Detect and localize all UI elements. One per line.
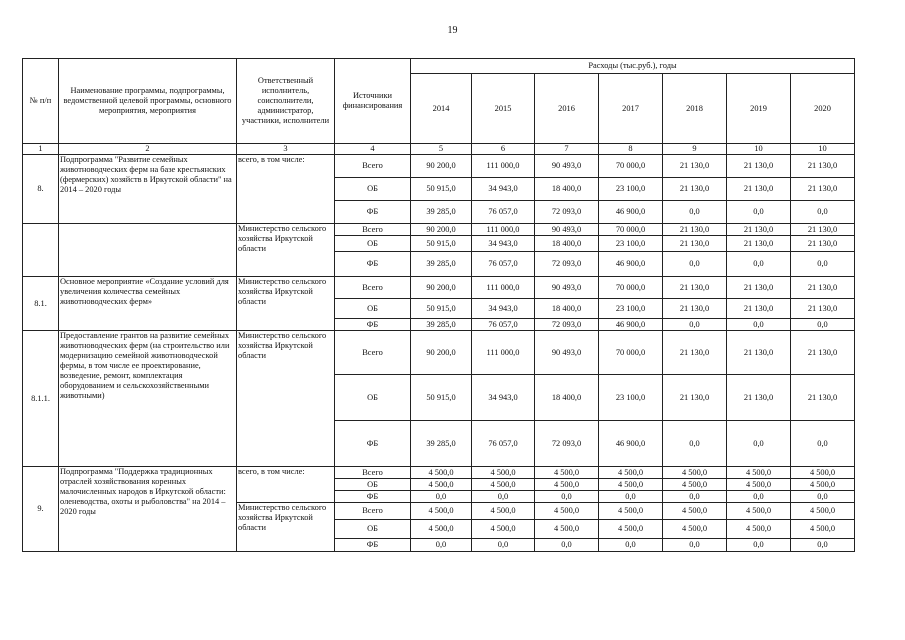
value-cell: 21 130,0 <box>663 236 727 252</box>
value-cell: 4 500,0 <box>599 479 663 491</box>
value-cell: 18 400,0 <box>535 178 599 201</box>
source-cell: ОБ <box>335 520 411 539</box>
value-cell: 21 130,0 <box>727 331 791 375</box>
source-cell: ФБ <box>335 539 411 552</box>
row-executor: Министерство сельского хозяйства Иркутской области <box>237 277 335 331</box>
value-cell: 0,0 <box>472 491 535 503</box>
value-cell: 4 500,0 <box>791 520 855 539</box>
value-cell: 21 130,0 <box>727 236 791 252</box>
value-cell: 23 100,0 <box>599 178 663 201</box>
value-cell: 18 400,0 <box>535 236 599 252</box>
header-year: 2020 <box>791 74 855 144</box>
value-cell: 0,0 <box>663 252 727 277</box>
row-name: Подпрограмма "Развитие семейных животноводческих ферм на базе крестьянских (фермерских) хозяйств в Иркутской области" на 2014 – 2020 годы <box>59 155 237 224</box>
value-cell: 23 100,0 <box>599 375 663 421</box>
value-cell: 0,0 <box>791 491 855 503</box>
source-cell: ФБ <box>335 319 411 331</box>
value-cell: 23 100,0 <box>599 299 663 319</box>
source-cell: Всего <box>335 277 411 299</box>
value-cell: 4 500,0 <box>411 479 472 491</box>
value-cell: 21 130,0 <box>663 375 727 421</box>
header-expenses: Расходы (тыс.руб.), годы <box>411 59 855 74</box>
value-cell: 21 130,0 <box>791 155 855 178</box>
value-cell: 21 130,0 <box>727 178 791 201</box>
value-cell: 4 500,0 <box>663 503 727 520</box>
source-cell: ОБ <box>335 479 411 491</box>
value-cell: 111 000,0 <box>472 277 535 299</box>
value-cell: 76 057,0 <box>472 252 535 277</box>
value-cell: 21 130,0 <box>663 178 727 201</box>
value-cell: 0,0 <box>599 491 663 503</box>
header-year: 2019 <box>727 74 791 144</box>
value-cell: 4 500,0 <box>791 479 855 491</box>
source-cell: ОБ <box>335 236 411 252</box>
value-cell: 4 500,0 <box>663 479 727 491</box>
column-index: 7 <box>535 144 599 155</box>
value-cell: 90 493,0 <box>535 224 599 236</box>
header-year: 2015 <box>472 74 535 144</box>
row-executor: Министерство сельского хозяйства Иркутской области <box>237 331 335 467</box>
value-cell: 0,0 <box>791 201 855 224</box>
column-index: 10 <box>791 144 855 155</box>
value-cell: 4 500,0 <box>472 503 535 520</box>
source-cell: Всего <box>335 331 411 375</box>
value-cell: 70 000,0 <box>599 277 663 299</box>
value-cell: 21 130,0 <box>791 331 855 375</box>
value-cell: 0,0 <box>791 319 855 331</box>
value-cell: 21 130,0 <box>791 375 855 421</box>
value-cell: 0,0 <box>411 491 472 503</box>
value-cell: 50 915,0 <box>411 236 472 252</box>
value-cell: 4 500,0 <box>663 467 727 479</box>
value-cell: 4 500,0 <box>472 520 535 539</box>
value-cell: 111 000,0 <box>472 224 535 236</box>
value-cell: 0,0 <box>727 201 791 224</box>
value-cell: 21 130,0 <box>663 277 727 299</box>
value-cell: 21 130,0 <box>663 155 727 178</box>
value-cell: 21 130,0 <box>663 331 727 375</box>
header-source: Источники финансирования <box>335 59 411 144</box>
value-cell: 0,0 <box>663 539 727 552</box>
value-cell: 4 500,0 <box>791 467 855 479</box>
value-cell: 72 093,0 <box>535 319 599 331</box>
source-cell: Всего <box>335 155 411 178</box>
value-cell: 34 943,0 <box>472 299 535 319</box>
value-cell: 50 915,0 <box>411 375 472 421</box>
value-cell: 70 000,0 <box>599 224 663 236</box>
column-index: 10 <box>727 144 791 155</box>
source-cell: ФБ <box>335 252 411 277</box>
row-number: 8.1.1. <box>23 331 59 467</box>
value-cell: 23 100,0 <box>599 236 663 252</box>
source-cell: ФБ <box>335 201 411 224</box>
value-cell: 34 943,0 <box>472 375 535 421</box>
value-cell: 0,0 <box>663 319 727 331</box>
row-executor: Министерство сельского хозяйства Иркутской области <box>237 224 335 277</box>
table-row <box>23 331 855 375</box>
value-cell: 39 285,0 <box>411 201 472 224</box>
row-number: 8. <box>23 155 59 224</box>
value-cell: 90 200,0 <box>411 331 472 375</box>
value-cell: 0,0 <box>663 421 727 467</box>
column-index: 5 <box>411 144 472 155</box>
value-cell: 90 200,0 <box>411 277 472 299</box>
column-index: 3 <box>237 144 335 155</box>
column-index: 4 <box>335 144 411 155</box>
value-cell: 90 493,0 <box>535 277 599 299</box>
value-cell: 21 130,0 <box>663 224 727 236</box>
value-cell: 21 130,0 <box>727 155 791 178</box>
value-cell: 21 130,0 <box>791 277 855 299</box>
value-cell: 46 900,0 <box>599 252 663 277</box>
row-number <box>23 224 59 277</box>
header-executor: Ответственный исполнитель, соисполнители, администратор, участники, исполнители <box>237 59 335 144</box>
value-cell: 0,0 <box>472 539 535 552</box>
value-cell: 0,0 <box>791 539 855 552</box>
value-cell: 4 500,0 <box>411 520 472 539</box>
value-cell: 90 200,0 <box>411 224 472 236</box>
value-cell: 0,0 <box>727 319 791 331</box>
value-cell: 0,0 <box>791 421 855 467</box>
value-cell: 0,0 <box>535 491 599 503</box>
value-cell: 76 057,0 <box>472 421 535 467</box>
column-index: 8 <box>599 144 663 155</box>
value-cell: 21 130,0 <box>791 299 855 319</box>
header-year: 2014 <box>411 74 472 144</box>
value-cell: 72 093,0 <box>535 252 599 277</box>
table-row <box>23 224 855 236</box>
value-cell: 4 500,0 <box>535 467 599 479</box>
header-year: 2018 <box>663 74 727 144</box>
row-number: 9. <box>23 467 59 552</box>
value-cell: 90 493,0 <box>535 155 599 178</box>
value-cell: 34 943,0 <box>472 236 535 252</box>
value-cell: 21 130,0 <box>791 224 855 236</box>
source-cell: Всего <box>335 467 411 479</box>
value-cell: 4 500,0 <box>791 503 855 520</box>
column-index: 9 <box>663 144 727 155</box>
budget-table <box>22 58 855 552</box>
value-cell: 0,0 <box>727 491 791 503</box>
value-cell: 0,0 <box>535 539 599 552</box>
value-cell: 21 130,0 <box>727 299 791 319</box>
value-cell: 4 500,0 <box>472 479 535 491</box>
value-cell: 4 500,0 <box>727 520 791 539</box>
source-cell: ФБ <box>335 421 411 467</box>
row-name: Предоставление грантов на развитие семейных животноводческих ферм (на строительство или модернизацию семейной животноводческой фермы, в том числе ее проектирование, возведение, ремонт, комплектация оборудованием и сельскохозяйственными животными) <box>59 331 237 467</box>
source-cell: Всего <box>335 224 411 236</box>
value-cell: 72 093,0 <box>535 201 599 224</box>
source-cell: ОБ <box>335 375 411 421</box>
column-index: 1 <box>23 144 59 155</box>
value-cell: 4 500,0 <box>411 503 472 520</box>
value-cell: 21 130,0 <box>727 224 791 236</box>
row-name <box>59 224 237 277</box>
source-cell: ОБ <box>335 299 411 319</box>
value-cell: 21 130,0 <box>791 178 855 201</box>
value-cell: 0,0 <box>663 491 727 503</box>
value-cell: 4 500,0 <box>727 467 791 479</box>
header-year: 2016 <box>535 74 599 144</box>
value-cell: 21 130,0 <box>727 277 791 299</box>
value-cell: 46 900,0 <box>599 421 663 467</box>
value-cell: 4 500,0 <box>599 520 663 539</box>
source-cell: Всего <box>335 503 411 520</box>
value-cell: 39 285,0 <box>411 252 472 277</box>
value-cell: 111 000,0 <box>472 155 535 178</box>
value-cell: 76 057,0 <box>472 319 535 331</box>
value-cell: 0,0 <box>599 539 663 552</box>
value-cell: 4 500,0 <box>727 503 791 520</box>
header-name: Наименование программы, подпрограммы, ведомственной целевой программы, основного мероприятия, мероприятия <box>59 59 237 144</box>
value-cell: 4 500,0 <box>535 520 599 539</box>
value-cell: 50 915,0 <box>411 299 472 319</box>
value-cell: 0,0 <box>727 539 791 552</box>
value-cell: 0,0 <box>663 201 727 224</box>
table-row <box>23 155 855 178</box>
value-cell: 39 285,0 <box>411 319 472 331</box>
value-cell: 76 057,0 <box>472 201 535 224</box>
value-cell: 4 500,0 <box>599 467 663 479</box>
value-cell: 4 500,0 <box>727 479 791 491</box>
value-cell: 46 900,0 <box>599 319 663 331</box>
page-number: 19 <box>447 25 458 36</box>
value-cell: 34 943,0 <box>472 178 535 201</box>
row-executor: всего, в том числе: <box>237 467 335 503</box>
row-name: Основное мероприятие «Создание условий для увеличения количества семейных животноводческих ферм» <box>59 277 237 331</box>
value-cell: 72 093,0 <box>535 421 599 467</box>
header-year: 2017 <box>599 74 663 144</box>
value-cell: 111 000,0 <box>472 331 535 375</box>
value-cell: 70 000,0 <box>599 331 663 375</box>
source-cell: ОБ <box>335 178 411 201</box>
value-cell: 90 493,0 <box>535 331 599 375</box>
value-cell: 18 400,0 <box>535 375 599 421</box>
header-no: № п/п <box>23 59 59 144</box>
row-executor: Министерство сельского хозяйства Иркутской области <box>237 503 335 552</box>
table-row <box>23 467 855 479</box>
column-index: 6 <box>472 144 535 155</box>
value-cell: 4 500,0 <box>535 503 599 520</box>
value-cell: 21 130,0 <box>791 236 855 252</box>
row-number: 8.1. <box>23 277 59 331</box>
row-executor: всего, в том числе: <box>237 155 335 224</box>
value-cell: 21 130,0 <box>663 299 727 319</box>
value-cell: 39 285,0 <box>411 421 472 467</box>
value-cell: 4 500,0 <box>411 467 472 479</box>
value-cell: 0,0 <box>727 421 791 467</box>
value-cell: 4 500,0 <box>663 520 727 539</box>
value-cell: 70 000,0 <box>599 155 663 178</box>
value-cell: 4 500,0 <box>472 467 535 479</box>
value-cell: 4 500,0 <box>599 503 663 520</box>
value-cell: 18 400,0 <box>535 299 599 319</box>
value-cell: 50 915,0 <box>411 178 472 201</box>
value-cell: 0,0 <box>727 252 791 277</box>
source-cell: ФБ <box>335 491 411 503</box>
value-cell: 90 200,0 <box>411 155 472 178</box>
row-name: Подпрограмма "Поддержка традиционных отраслей хозяйствования коренных малочисленных народов в Иркутской области: оленеводства, охоты и рыболовства" на 2014 – 2020 годы <box>59 467 237 552</box>
value-cell: 46 900,0 <box>599 201 663 224</box>
value-cell: 0,0 <box>411 539 472 552</box>
column-index: 2 <box>59 144 237 155</box>
value-cell: 21 130,0 <box>727 375 791 421</box>
value-cell: 4 500,0 <box>535 479 599 491</box>
value-cell: 0,0 <box>791 252 855 277</box>
table-row <box>23 277 855 299</box>
